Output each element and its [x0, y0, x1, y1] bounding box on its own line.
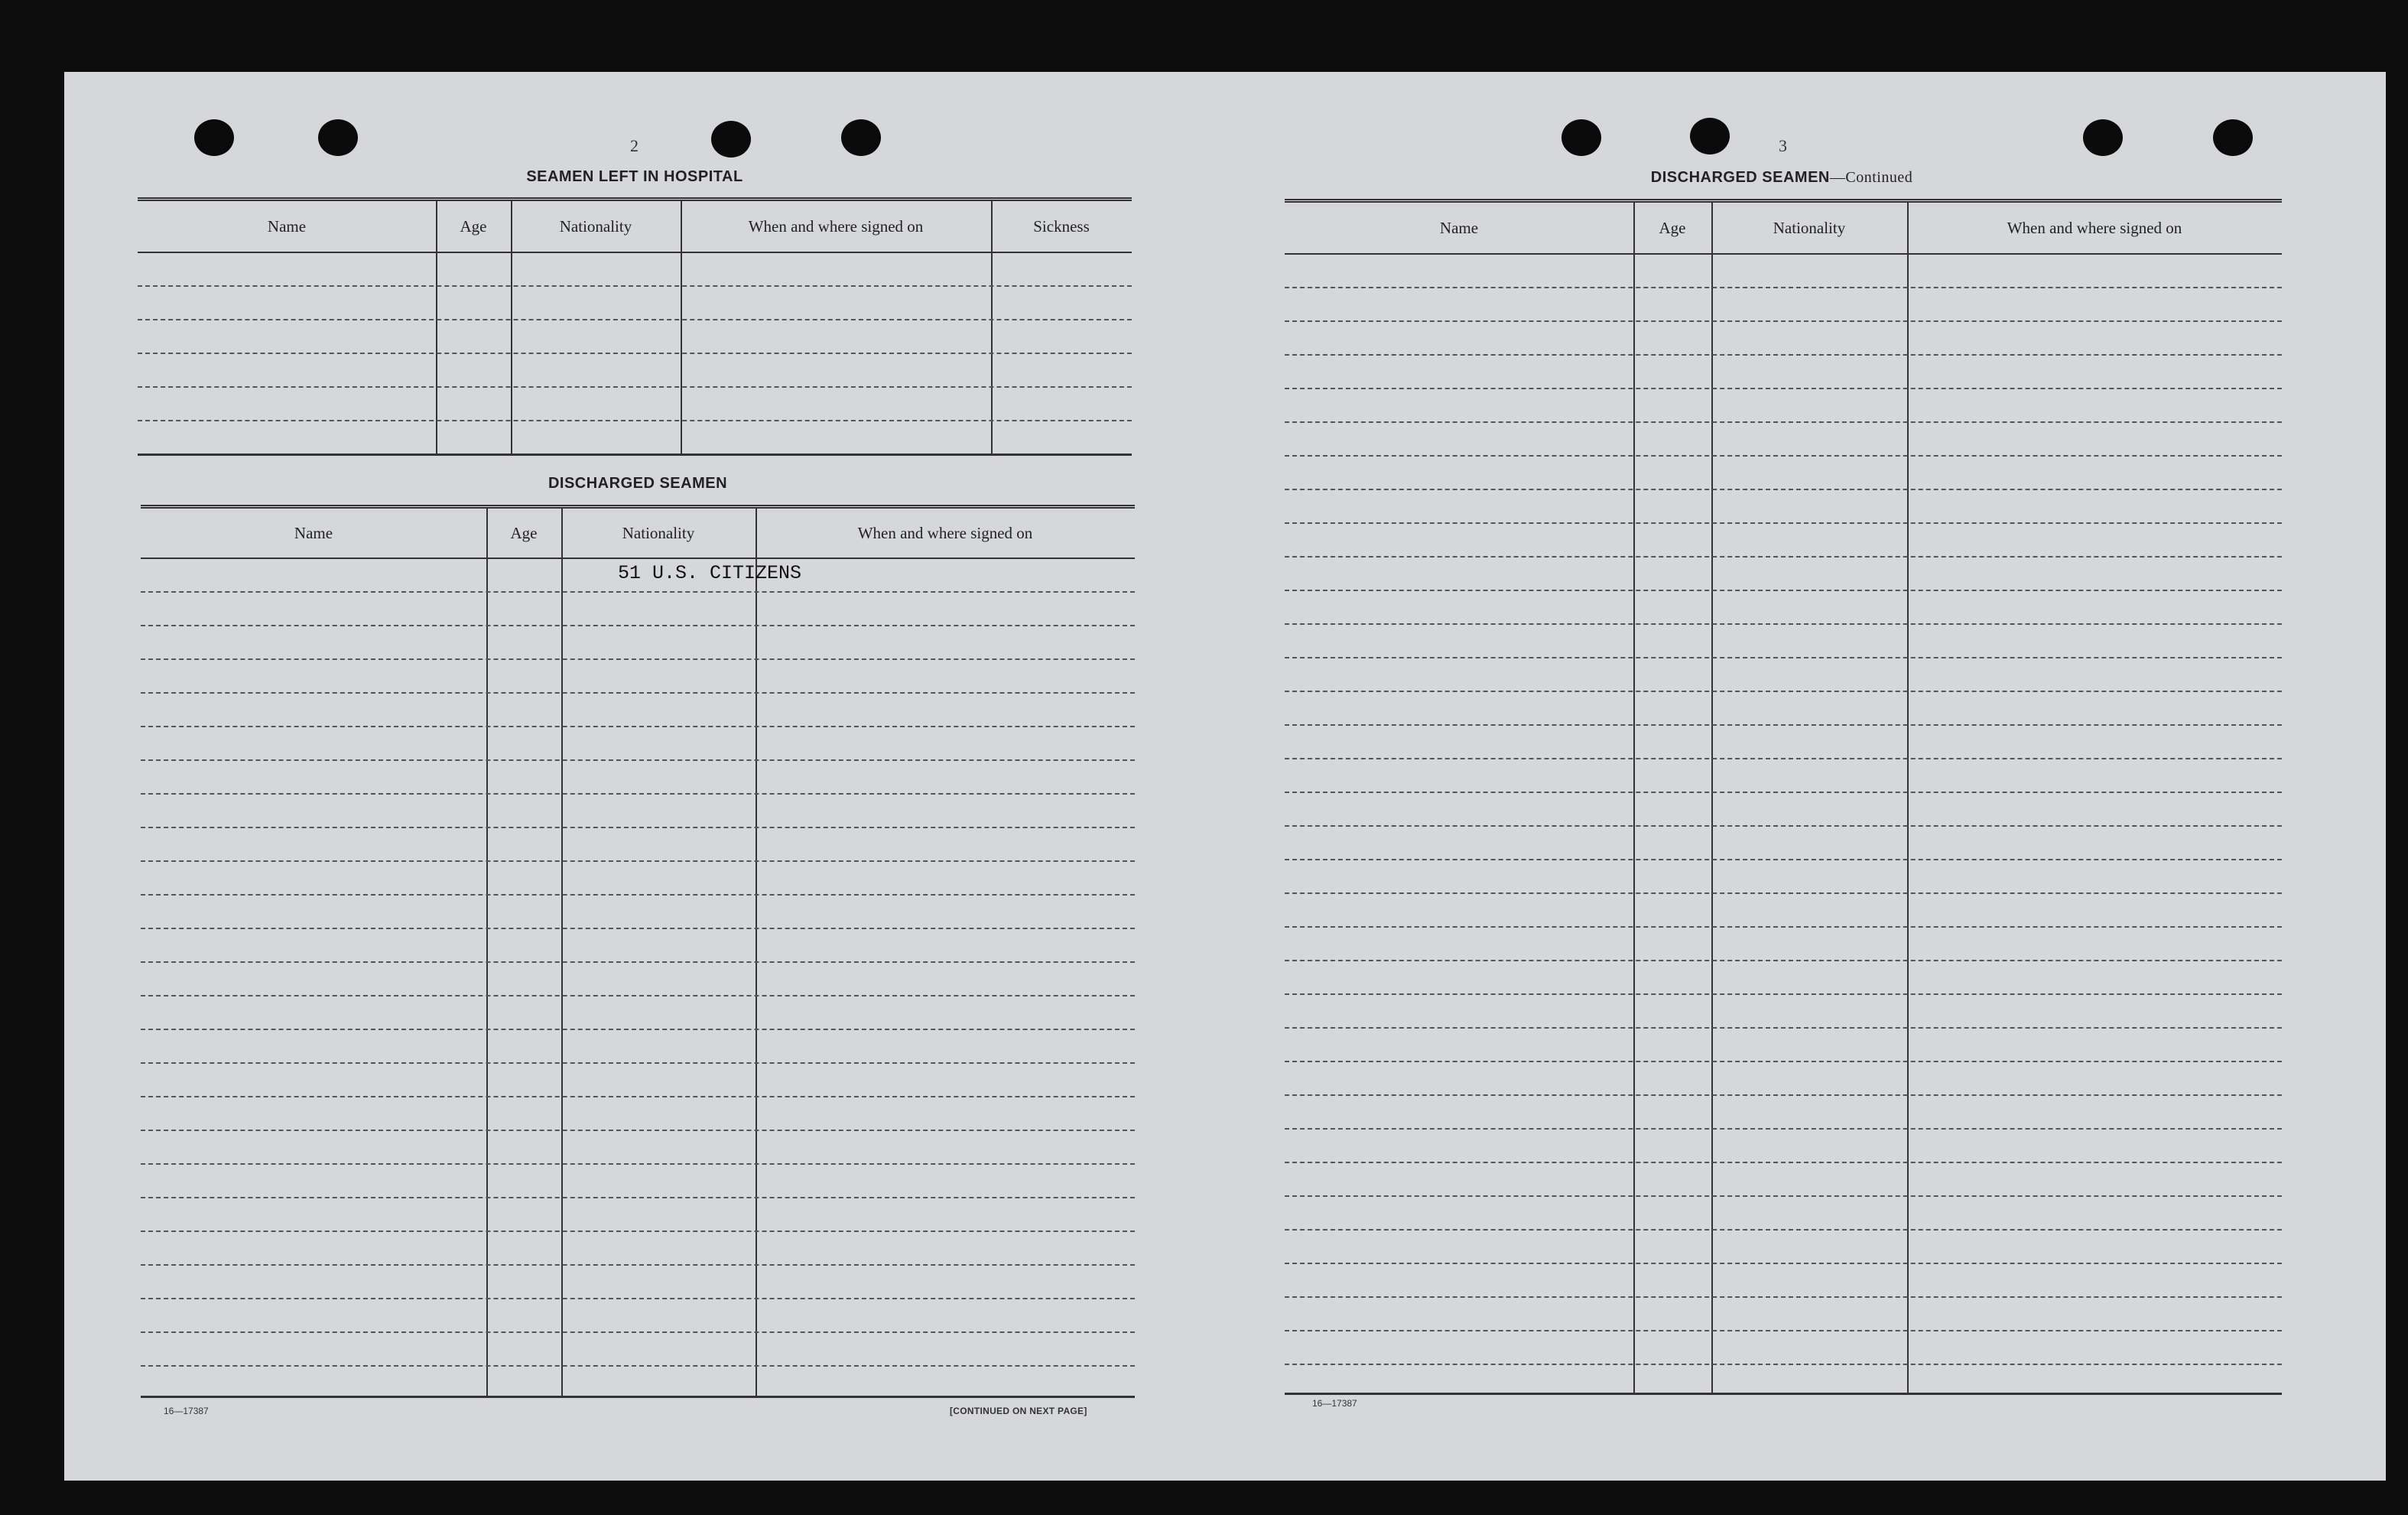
- row-rule: [141, 692, 1135, 694]
- row-rule: [1285, 1162, 2282, 1163]
- hospital-table-header: [138, 201, 1132, 253]
- column-divider: [486, 509, 488, 1396]
- row-rule: [141, 1029, 1135, 1030]
- col-header-signed-on: When and where signed on: [748, 216, 924, 236]
- row-rule: [138, 285, 1132, 287]
- column-divider: [756, 509, 757, 1396]
- row-rule: [141, 793, 1135, 795]
- row-rule: [141, 1062, 1135, 1064]
- col-header-nationality: Nationality: [622, 523, 695, 542]
- column-divider: [681, 201, 682, 454]
- discharged-table-header: [1285, 203, 2282, 255]
- column-divider: [1633, 203, 1635, 1393]
- column-divider: [511, 201, 512, 454]
- col-header-age: Age: [1659, 218, 1686, 237]
- row-rule: [141, 894, 1135, 896]
- row-rule: [141, 1231, 1135, 1232]
- row-rule: [1285, 1128, 2282, 1130]
- col-header-nationality: Nationality: [1773, 218, 1846, 237]
- col-header-age: Age: [460, 216, 487, 236]
- col-header-name: Name: [1439, 218, 1479, 237]
- punch-hole: [1690, 118, 1730, 154]
- row-rule: [141, 1130, 1135, 1131]
- punch-hole: [1561, 119, 1601, 156]
- discharged-section-title: DISCHARGED SEAMEN: [548, 475, 728, 492]
- col-header-nationality: Nationality: [559, 216, 632, 236]
- row-rule: [138, 420, 1132, 421]
- row-rule: [141, 625, 1135, 626]
- row-rule: [1285, 926, 2282, 928]
- row-rule: [1285, 1027, 2282, 1029]
- row-rule: [1285, 1364, 2282, 1365]
- column-divider: [436, 201, 437, 454]
- row-rule: [1285, 792, 2282, 793]
- discharged-table-left: [141, 505, 1135, 1398]
- form-number-right: 16—17387: [1312, 1398, 1357, 1409]
- row-rule: [1285, 1296, 2282, 1298]
- row-rule: [1285, 320, 2282, 322]
- punch-hole: [711, 121, 751, 158]
- row-rule: [141, 995, 1135, 996]
- row-rule: [1285, 623, 2282, 625]
- row-rule: [141, 1197, 1135, 1198]
- page-number-left: 2: [630, 136, 639, 155]
- row-rule: [1285, 388, 2282, 389]
- column-divider: [1711, 203, 1713, 1393]
- punch-hole: [318, 119, 358, 156]
- row-rule: [141, 759, 1135, 761]
- row-rule: [1285, 691, 2282, 692]
- row-rule: [1285, 489, 2282, 490]
- column-divider: [1907, 203, 1909, 1393]
- col-header-name: Name: [267, 216, 307, 236]
- discharged-table-header: [141, 509, 1135, 559]
- row-rule: [1285, 287, 2282, 288]
- row-rule: [141, 860, 1135, 862]
- row-rule: [141, 1365, 1135, 1367]
- row-rule: [1285, 1330, 2282, 1331]
- row-rule: [141, 928, 1135, 929]
- punch-hole: [2083, 119, 2123, 156]
- continued-suffix: —Continued: [1829, 169, 1913, 186]
- row-rule: [1285, 556, 2282, 558]
- row-rule: [141, 591, 1135, 593]
- row-rule: [1285, 859, 2282, 860]
- typed-entry: 51 U.S. CITIZENS: [618, 562, 802, 584]
- row-rule: [1285, 1094, 2282, 1096]
- col-header-age: Age: [510, 523, 538, 542]
- row-rule: [138, 353, 1132, 354]
- row-rule: [1285, 960, 2282, 961]
- row-rule: [1285, 1061, 2282, 1062]
- row-rule: [141, 961, 1135, 963]
- row-rule: [1285, 724, 2282, 726]
- row-rule: [1285, 758, 2282, 759]
- row-rule: [1285, 522, 2282, 524]
- row-rule: [141, 726, 1135, 727]
- row-rule: [141, 1331, 1135, 1333]
- row-rule: [1285, 1263, 2282, 1264]
- row-rule: [138, 319, 1132, 320]
- page-number-right: 3: [1779, 136, 1787, 155]
- column-divider: [991, 201, 993, 454]
- punch-hole: [194, 119, 234, 156]
- form-number-left: 16—17387: [164, 1406, 209, 1416]
- continued-note: [CONTINUED ON NEXT PAGE]: [950, 1406, 1087, 1416]
- row-rule: [141, 1264, 1135, 1266]
- row-rule: [1285, 657, 2282, 658]
- row-rule: [141, 1096, 1135, 1097]
- row-rule: [1285, 1229, 2282, 1231]
- punch-hole: [2213, 119, 2253, 156]
- row-rule: [141, 1298, 1135, 1299]
- row-rule: [1285, 1195, 2282, 1197]
- row-rule: [1285, 825, 2282, 827]
- row-rule: [1285, 455, 2282, 457]
- row-rule: [138, 386, 1132, 388]
- row-rule: [141, 827, 1135, 828]
- row-rule: [1285, 354, 2282, 356]
- row-rule: [1285, 590, 2282, 591]
- document-sheet: [64, 72, 2386, 1481]
- col-header-signed-on: When and where signed on: [2007, 218, 2182, 237]
- discharged-table-right: [1285, 199, 2282, 1395]
- row-rule: [1285, 993, 2282, 995]
- col-header-signed-on: When and where signed on: [857, 523, 1033, 542]
- column-divider: [561, 509, 563, 1396]
- discharged-continued-title: [1285, 169, 2279, 187]
- punch-hole: [841, 119, 881, 156]
- hospital-table: [138, 197, 1132, 456]
- row-rule: [141, 658, 1135, 660]
- row-rule: [1285, 892, 2282, 894]
- row-rule: [1285, 421, 2282, 423]
- row-rule: [141, 1163, 1135, 1165]
- discharged-continued-title-text: DISCHARGED SEAMEN: [1650, 169, 1830, 186]
- hospital-section-title: SEAMEN LEFT IN HOSPITAL: [526, 168, 743, 185]
- col-header-sickness: Sickness: [1033, 216, 1090, 236]
- col-header-name: Name: [294, 523, 333, 542]
